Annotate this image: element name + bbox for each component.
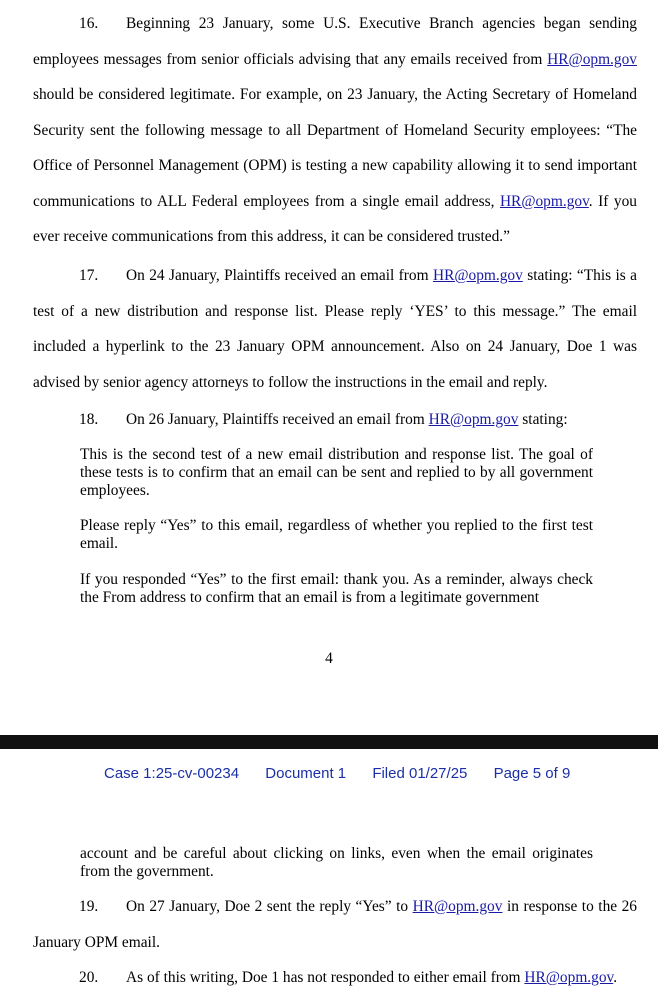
block-quote-3: If you responded “Yes” to the first email: thank you. As a reminder, always check the From address to confirm that an email is from a legitimate government — [80, 571, 593, 606]
case-header — [104, 765, 592, 782]
email-link[interactable]: HR@opm.gov — [428, 411, 519, 428]
paragraph-text: . — [613, 969, 618, 986]
paragraph-number: 16. — [79, 15, 99, 32]
paragraph-text: As of this writing, Doe 1 has not responded to either email from — [126, 969, 525, 986]
paragraph-number: 18. — [79, 411, 99, 428]
document-number: Document 1 — [265, 765, 347, 782]
paragraph-number: 19. — [79, 898, 99, 915]
page-divider — [0, 735, 658, 749]
email-link[interactable]: HR@opm.gov — [524, 969, 614, 986]
paragraph-text: Beginning 23 January, some U.S. Executive Branch agencies began sending employees messages from senior officials advising that any emails received from — [33, 15, 637, 68]
paragraph-text: On 26 January, Plaintiffs received an email from — [126, 411, 429, 428]
case-number: Case 1:25-cv-00234 — [104, 765, 240, 782]
paragraph-text: On 27 January, Doe 2 sent the reply “Yes” to — [126, 898, 413, 915]
block-quote-continued: account and be careful about clicking on links, even when the email originates from the government. — [80, 845, 593, 880]
paragraph-18 — [33, 402, 637, 438]
email-link[interactable]: HR@opm.gov — [412, 898, 503, 915]
block-quote-1: This is the second test of a new email distribution and response list. The goal of these tests is to confirm that an email can be sent and replied to by all government employees. — [80, 446, 593, 499]
email-link[interactable]: HR@opm.gov — [432, 267, 523, 284]
paragraph-text: stating: “This is a test of a new distribution and response list. Please reply ‘YES’ to this message.” The email included a hyperlink to the 23 January OPM announcement. Also on 24 January, Doe 1 was advised by senior agency attorneys to follow the instructions in the email and reply. — [33, 267, 638, 391]
paragraph-text: should be considered legitimate. For example, on 23 January, the Acting Secretary of Homeland Security sent the following message to all Department of Homeland Security employees: “The Office of Personnel Management (OPM) is testing a new capability allowing it to send important communications to ALL Federal employees from a single email address, — [33, 86, 637, 210]
page-count: Page 5 of 9 — [493, 765, 571, 782]
paragraph-20 — [33, 960, 637, 996]
paragraph-17 — [33, 258, 637, 400]
block-quote-2: Please reply “Yes” to this email, regardless of whether you replied to the first test email. — [80, 517, 593, 552]
filed-date: Filed 01/27/25 — [372, 765, 468, 782]
paragraph-16 — [33, 6, 637, 255]
paragraph-number: 20. — [79, 969, 99, 986]
paragraph-number: 17. — [79, 267, 99, 284]
page-number: 4 — [325, 650, 333, 667]
email-link[interactable]: HR@opm.gov — [547, 50, 637, 68]
paragraph-text: . If you ever receive communications from this address, it can be considered trusted.” — [33, 192, 637, 245]
paragraph-19 — [33, 889, 637, 960]
paragraph-text: in response to the 26 January OPM email. — [33, 898, 637, 951]
paragraph-text: On 24 January, Plaintiffs received an email from — [126, 267, 433, 284]
paragraph-text: stating: — [518, 411, 568, 428]
email-link[interactable]: HR@opm.gov — [499, 192, 589, 210]
